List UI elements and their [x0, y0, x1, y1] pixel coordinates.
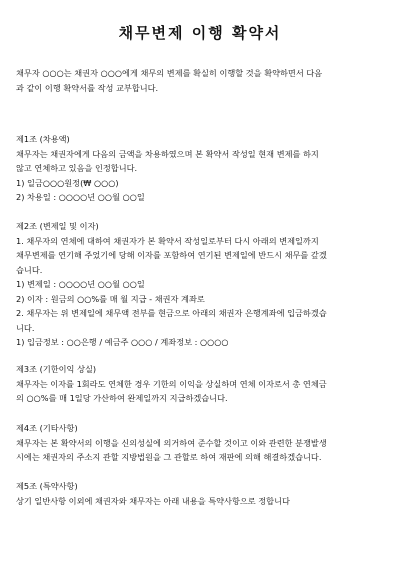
section-line: 2) 차용일 : ○○○○년 ○○월 ○○일: [16, 192, 145, 202]
section-line: 1. 채무자의 연체에 대하여 채권자가 본 확약서 작성일로부터 다시 아래의 변제일까지: [16, 235, 319, 246]
section-3: [16, 362, 384, 406]
document-title: 채무변제 이행 확약서: [118, 24, 282, 42]
section-2: [16, 219, 384, 350]
section-line: 채무자는 본 확약서의 이행을 신의성실에 의거하여 준수할 것이고 이와 관련한 분쟁발생: [16, 437, 327, 448]
section-line: 2. 채무자는 위 변제일에 채무액 전부를 현금으로 아래의 채권자 은행계좌에 입금하겠습: [16, 308, 327, 318]
section-1: [16, 132, 384, 205]
section-line: 채무자는 이자를 1회라도 연체한 경우 기한의 이익을 상실하며 연체 이자로서 총 연체금: [16, 378, 327, 389]
section-line: 니다.: [16, 322, 35, 333]
section-line: 1) 변제일 : ○○○○년 ○○월 ○○일: [16, 279, 145, 289]
section-heading: 제1조 (차용액): [16, 134, 70, 144]
intro-line: 채무자 ○○○는 채권자 ○○○에게 채무의 변제를 확실히 이행할 것을 확약하면서 다음: [16, 68, 323, 78]
section-line: 않고 연체하고 있음을 인정합니다.: [16, 163, 138, 173]
intro-line: 과 같이 이행 확약서를 작성 교부합니다.: [16, 82, 159, 93]
section-heading: 제2조 (변제일 및 이자): [16, 221, 99, 231]
section-line: 의 ○○%를 매 1일당 가산하여 완제일까지 지급하겠습니다.: [16, 393, 228, 403]
section-heading: 제5조 (특약사항): [16, 481, 78, 491]
section-line: 습니다.: [16, 264, 43, 275]
section-5: [16, 479, 384, 508]
section-heading: 제4조 (기타사항): [16, 423, 78, 433]
section-line: 2) 이자 : 원금의 ○○%를 매 월 지급 - 채권자 계좌로: [16, 293, 205, 304]
section-line: 채무변제를 연기해 주었기에 당해 이자를 포함하여 연기된 변제일에 반드시 채무를 갚겠: [16, 250, 327, 260]
section-line: 상기 일반사항 이외에 채권자와 채무자는 아래 내용을 특약사항으로 정합니다: [16, 495, 290, 506]
section-heading: 제3조 (기한이익 상실): [16, 364, 97, 374]
section-line: 채무자는 채권자에게 다음의 금액을 차용하였으며 본 확약서 작성일 현재 변제를 하지: [16, 148, 319, 159]
intro-paragraph: [16, 66, 384, 95]
section-4: [16, 421, 384, 465]
section-line: 시에는 채권자의 주소지 관할 지방법원을 그 관할로 하여 재판에 의해 해결하겠습니다.: [16, 452, 322, 462]
section-line: 1) 입금정보 : ○○은행 / 예금주 ○○○ / 계좌정보 : ○○○○: [16, 337, 229, 347]
section-line: 1) 일금○○○원정(₩ ○○○): [16, 177, 119, 188]
